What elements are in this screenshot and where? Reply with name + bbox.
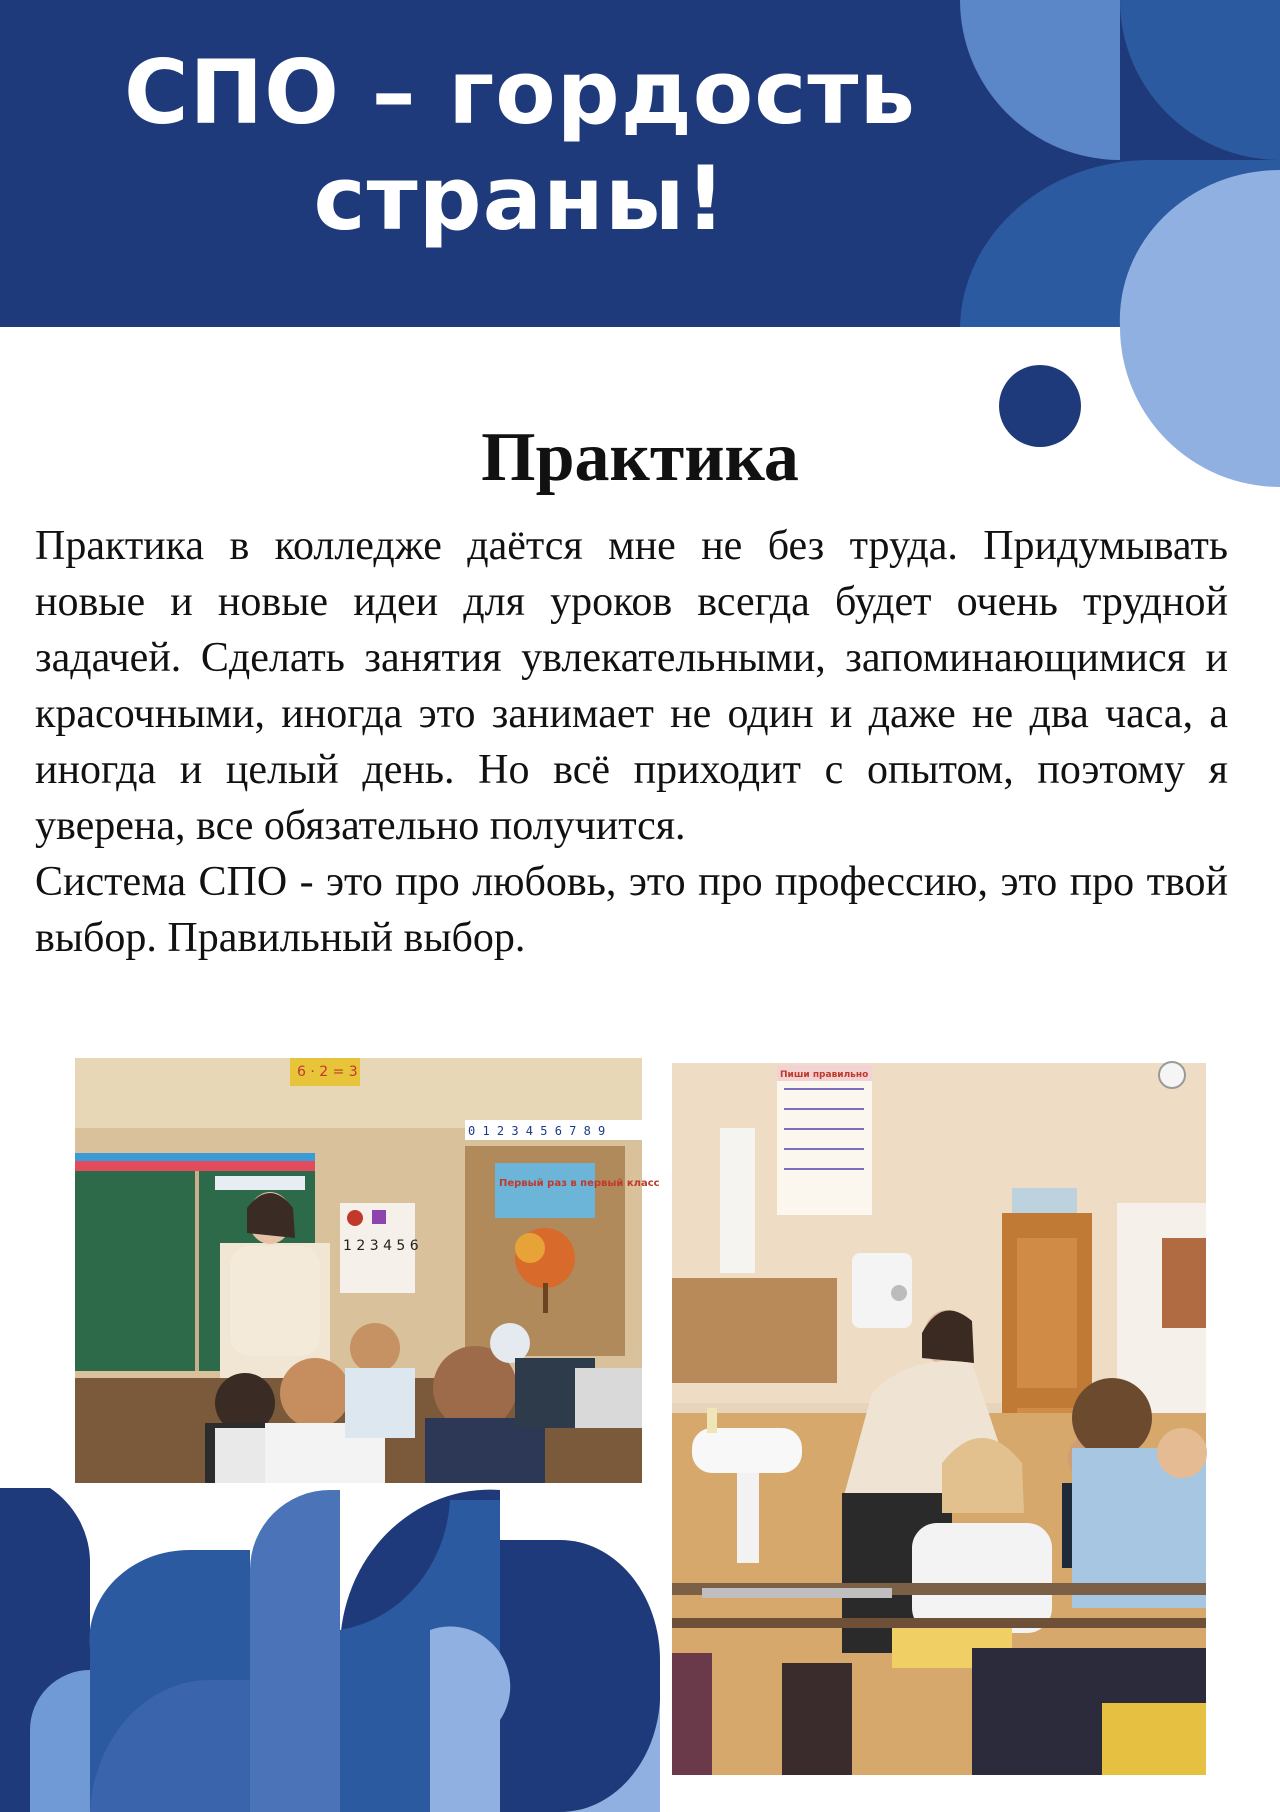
title-line-1: СПО – гордость [123, 41, 917, 144]
poster-first-class-label: Первый раз в первый класс [499, 1178, 660, 1189]
number-line-label: 0 1 2 3 4 5 6 7 8 9 [468, 1124, 606, 1138]
classroom-photo-right [672, 1063, 1206, 1775]
bottom-decoration [0, 1480, 680, 1812]
section-heading: Практика [481, 419, 799, 496]
title-line-2: страны! [313, 147, 727, 250]
paragraph-2: Система СПО - это про любовь, это про профессию, это про твой выбор. Правильный выбор. [35, 859, 1228, 961]
page-title [70, 40, 970, 252]
board-sum-label: 6 · 2 = 3 [297, 1064, 358, 1080]
classroom-photo-left [75, 1058, 660, 1483]
handwriting-poster-title: Пиши правильно [780, 1070, 869, 1080]
header-banner [0, 0, 1280, 327]
poster-number-row: 1 2 3 4 5 6 [343, 1238, 419, 1254]
article-body [35, 518, 1228, 966]
paragraph-1: Практика в колледже даётся мне не без труда. Придумывать новые и новые идеи для уроков всегда будет очень трудной задачей. Сделать занятия увлекательными, запоминающимися и красочными, иногда это занимает не один и даже не два часа, а иногда и целый день. Но всё приходит с опытом, поэтому я уверена, все обязательно получится. [35, 523, 1228, 849]
